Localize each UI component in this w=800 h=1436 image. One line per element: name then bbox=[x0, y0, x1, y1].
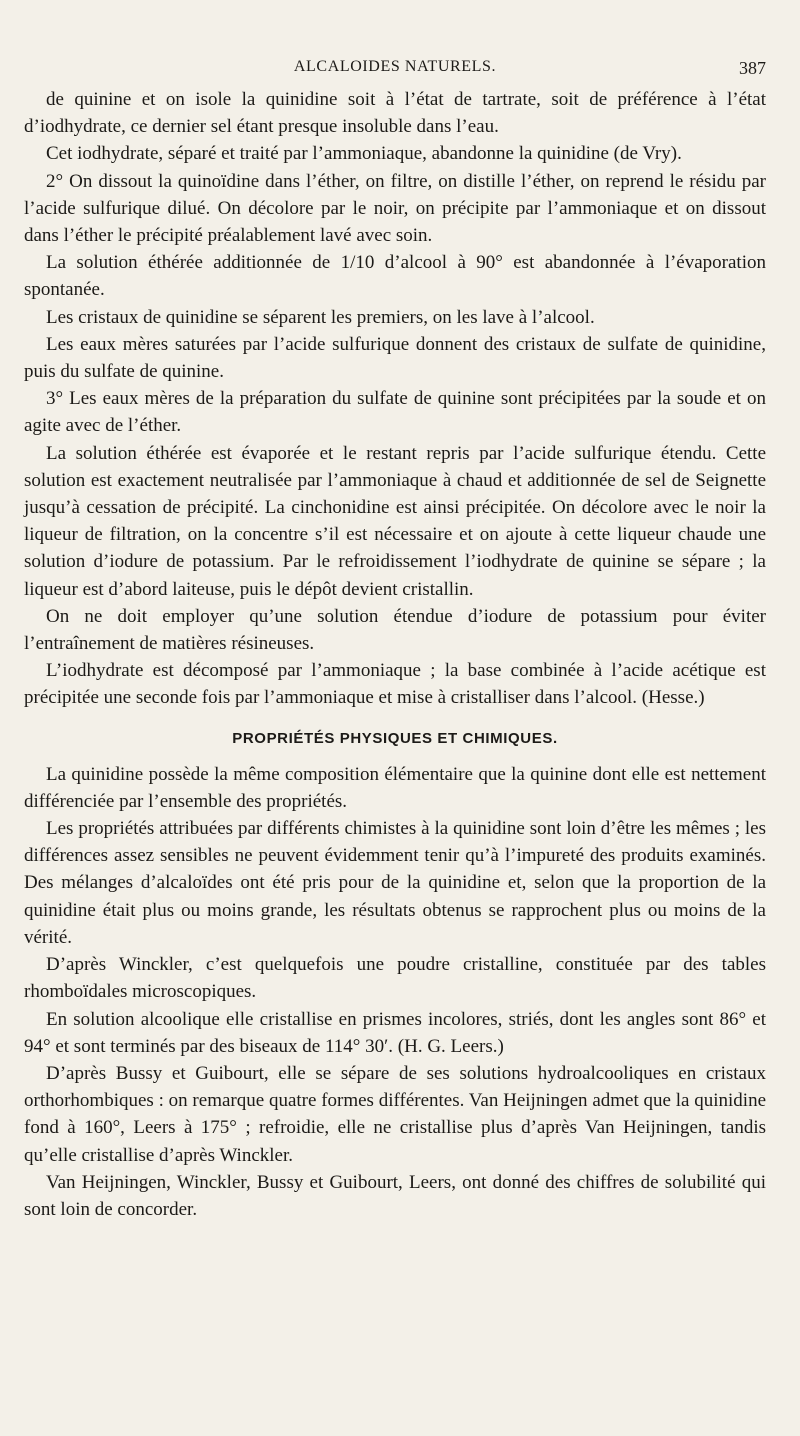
paragraph: 2° On dissout la quinoïdine dans l’éther, on filtre, on distille l’éther, on reprend le résidu par l’acide sulfurique dilué. On décolore par le noir, on précipite par l’ammoniaque et on dissout dans l’éther le précipité préalablement lavé avec soin. bbox=[24, 170, 766, 247]
paragraph: La solution éthérée est évaporée et le restant repris par l’acide sulfurique étendu. Cette solution est exactement neutralisée par l’ammoniaque à chaud et additionnée de sel de Seignette jusqu’à cessation de précipité. La cinchonidine est ainsi précipitée. On décolore avec le noir la liqueur de filtration, on la concentre s’il est nécessaire et on ajoute à cette liqueur chaude une solution d’iodure de potassium. Par le refroidissement l’iodhydrate de quinine se sépare ; la liqueur est d’abord laiteuse, puis le dépôt devient cristallin. bbox=[24, 442, 766, 600]
section-heading: PROPRIÉTÉS PHYSIQUES ET CHIMIQUES. bbox=[232, 729, 558, 747]
paragraph: Van Heijningen, Winckler, Bussy et Guibourt, Leers, ont donné des chiffres de solubilité qui sont loin de concorder. bbox=[24, 1171, 766, 1220]
paragraph: Les propriétés attribuées par différents chimistes à la quinidine sont loin d’être les mêmes ; les différences assez sensibles ne peuvent évidemment tenir qu’à l’impureté des produits examinés. Des mélanges d’alcaloïdes ont été pris pour de la quinidine et, selon que la proportion de la quinidine était plus ou moins grande, les résultats obtenus se rapprochent plus ou moins de la vérité. bbox=[24, 818, 766, 948]
paragraph: de quinine et on isole la quinidine soit à l’état de tartrate, soit de préférence à l’état d’iodhydrate, ce dernier sel étant presque insoluble dans l’eau. bbox=[24, 89, 766, 138]
paragraph: Cet iodhydrate, séparé et traité par l’ammoniaque, abandonne la quinidine (de Vry). bbox=[46, 143, 682, 165]
preparation-text bbox=[24, 86, 766, 712]
paragraph: D’après Bussy et Guibourt, elle se sépare de ses solutions hydroalcooliques en cristaux orthorhombiques : on remarque quatre formes différentes. Van Heijningen admet que la quinidine fond à 160°, Leers à 175° ; refroidie, elle ne cristallise plus d’après Van Heijningen, tandis qu’elle cristallise d’après Winckler. bbox=[24, 1062, 766, 1166]
paragraph: En solution alcoolique elle cristallise en prismes incolores, striés, dont les angles sont 86° et 94° et sont terminés par des biseaux de 114° 30′. (H. G. Leers.) bbox=[24, 1008, 766, 1057]
paragraph: D’après Winckler, c’est quelquefois une poudre cristalline, constituée par des tables rhomboïdales microscopiques. bbox=[24, 954, 766, 1003]
book-page bbox=[24, 52, 766, 1223]
paragraph: On ne doit employer qu’une solution étendue d’iodure de potassium pour éviter l’entraînement de matières résineuses. bbox=[24, 605, 766, 655]
paragraph: Les cristaux de quinidine se séparent les premiers, on les lave à l’alcool. bbox=[46, 306, 595, 328]
paragraph: La solution éthérée additionnée de 1/10 d’alcool à 90° est abandonnée à l’évaporation spontanée. bbox=[24, 252, 766, 301]
paragraph: 3° Les eaux mères de la préparation du sulfate de quinine sont précipitées par la soude et on agite avec de l’éther. bbox=[24, 388, 766, 437]
properties-text bbox=[24, 761, 766, 1223]
paragraph: Les eaux mères saturées par l’acide sulfurique donnent des cristaux de sulfate de quinidine, puis du sulfate de quinine. bbox=[24, 333, 766, 383]
page-number: 387 bbox=[739, 58, 766, 78]
paragraph: La quinidine possède la même composition élémentaire que la quinine dont elle est nettement différenciée par l’ensemble des propriétés. bbox=[24, 763, 766, 812]
paragraph: L’iodhydrate est décomposé par l’ammoniaque ; la base combinée à l’acide acétique est précipitée une seconde fois par l’ammoniaque et mise à cristalliser dans l’alcool. (Hesse.) bbox=[24, 660, 766, 709]
running-title: ALCALOIDES NATURELS. bbox=[293, 58, 497, 75]
page-header bbox=[24, 52, 766, 84]
